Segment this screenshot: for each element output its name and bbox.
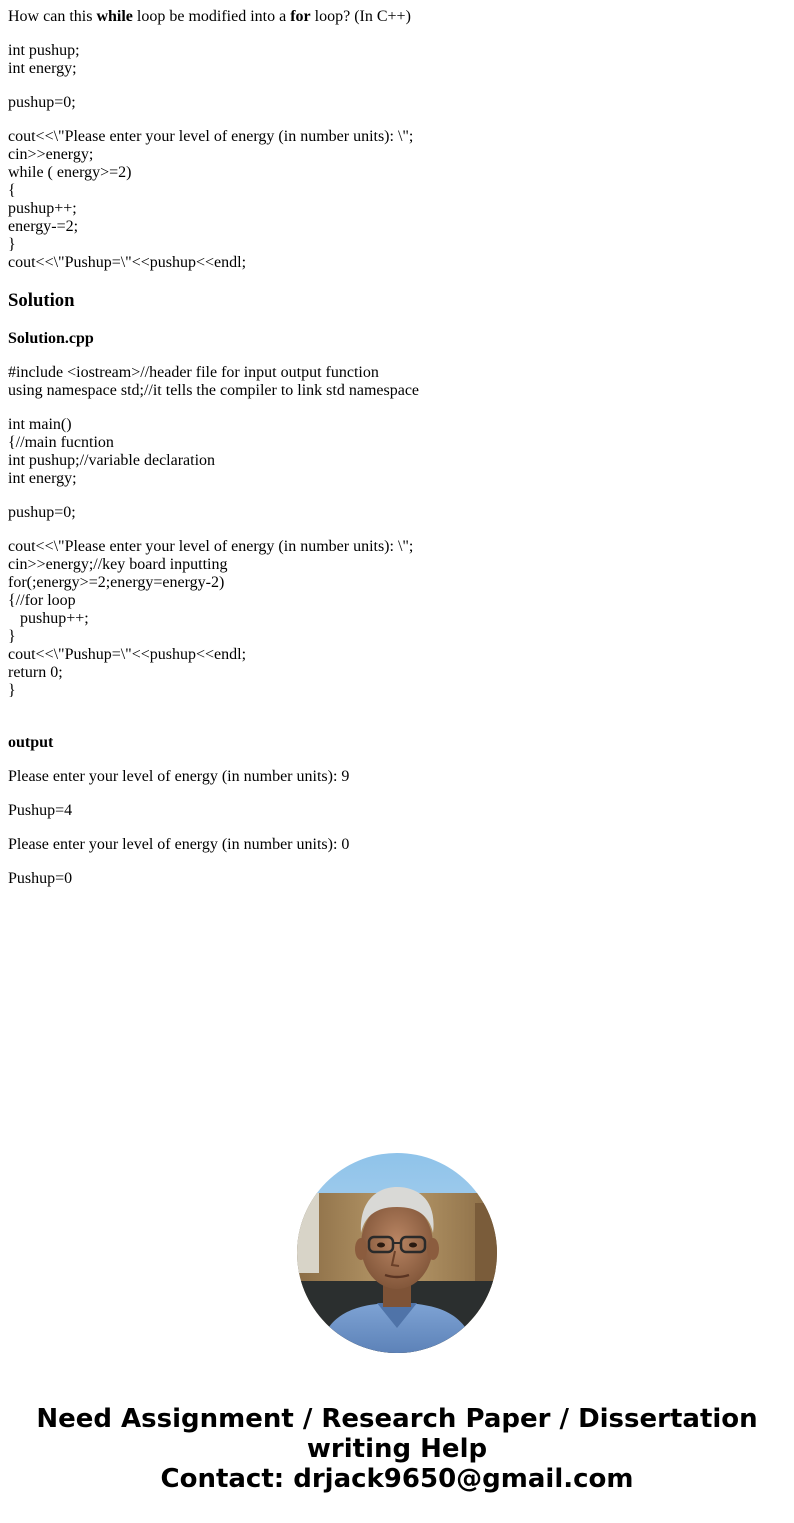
code-line: int pushup;: [8, 42, 80, 59]
question-suffix: loop? (In C++): [310, 8, 411, 25]
question-keyword-for: for: [290, 8, 311, 25]
code-line: cin>>energy;//key board inputting: [8, 556, 228, 573]
question-prefix: How can this: [8, 8, 97, 25]
output-line: Please enter your level of energy (in number units): 0: [8, 836, 350, 853]
code-line: cin>>energy;: [8, 146, 94, 163]
solution-heading: Solution: [8, 290, 75, 311]
question-middle: loop be modified into a: [132, 8, 291, 25]
code-line: {: [8, 182, 16, 199]
code-line: int main(): [8, 416, 72, 433]
code-line: pushup=0;: [8, 94, 76, 111]
code-line: pushup++;: [8, 610, 89, 627]
code-line: }: [8, 236, 16, 253]
output-heading: output: [8, 734, 54, 751]
question-keyword-while: while: [96, 8, 133, 25]
code-line: int energy;: [8, 60, 77, 77]
code-line: int pushup;//variable declaration: [8, 452, 216, 469]
code-line: for(;energy>=2;energy=energy-2): [8, 574, 225, 591]
original-code-init: [8, 94, 786, 112]
code-line: pushup=0;: [8, 504, 76, 521]
original-code-body: [8, 128, 786, 272]
document-body: [8, 8, 786, 904]
solution-code-init: [8, 504, 786, 522]
code-line: #include <iostream>//header file for input output function: [8, 364, 379, 381]
code-line: }: [8, 682, 16, 699]
code-line: using namespace std;//it tells the compiler to link std namespace: [8, 382, 420, 399]
solution-code-main-start: [8, 416, 786, 488]
output-line: Pushup=4: [8, 802, 73, 819]
code-line: while ( energy>=2): [8, 164, 132, 181]
solution-code-includes: [8, 364, 786, 400]
author-portrait-image: [297, 1153, 497, 1353]
original-code-declarations: [8, 42, 786, 78]
author-avatar: [297, 1153, 497, 1353]
output-line: Pushup=0: [8, 870, 73, 887]
output-line: Please enter your level of energy (in number units): 9: [8, 768, 350, 785]
code-line: energy-=2;: [8, 218, 79, 235]
solution-file-heading: Solution.cpp: [8, 330, 94, 347]
code-line: {//for loop: [8, 592, 76, 609]
code-line: cout<<\"Pushup=\"<<pushup<<endl;: [8, 646, 247, 663]
footer-contact: Contact: drjack9650@gmail.com: [160, 1464, 634, 1494]
question-text: [8, 8, 786, 26]
code-line: return 0;: [8, 664, 63, 681]
footer-line-2: writing Help: [306, 1434, 488, 1464]
code-line: }: [8, 628, 16, 645]
footer-promo: [0, 1404, 794, 1494]
solution-code-body: [8, 538, 786, 700]
code-line: pushup++;: [8, 200, 77, 217]
code-line: {//main fucntion: [8, 434, 114, 451]
footer-line-1: Need Assignment / Research Paper / Dissertation: [36, 1404, 758, 1434]
code-line: cout<<\"Please enter your level of energy (in number units): \";: [8, 128, 414, 145]
code-line: cout<<\"Pushup=\"<<pushup<<endl;: [8, 254, 247, 271]
code-line: cout<<\"Please enter your level of energy (in number units): \";: [8, 538, 414, 555]
code-line: int energy;: [8, 470, 77, 487]
